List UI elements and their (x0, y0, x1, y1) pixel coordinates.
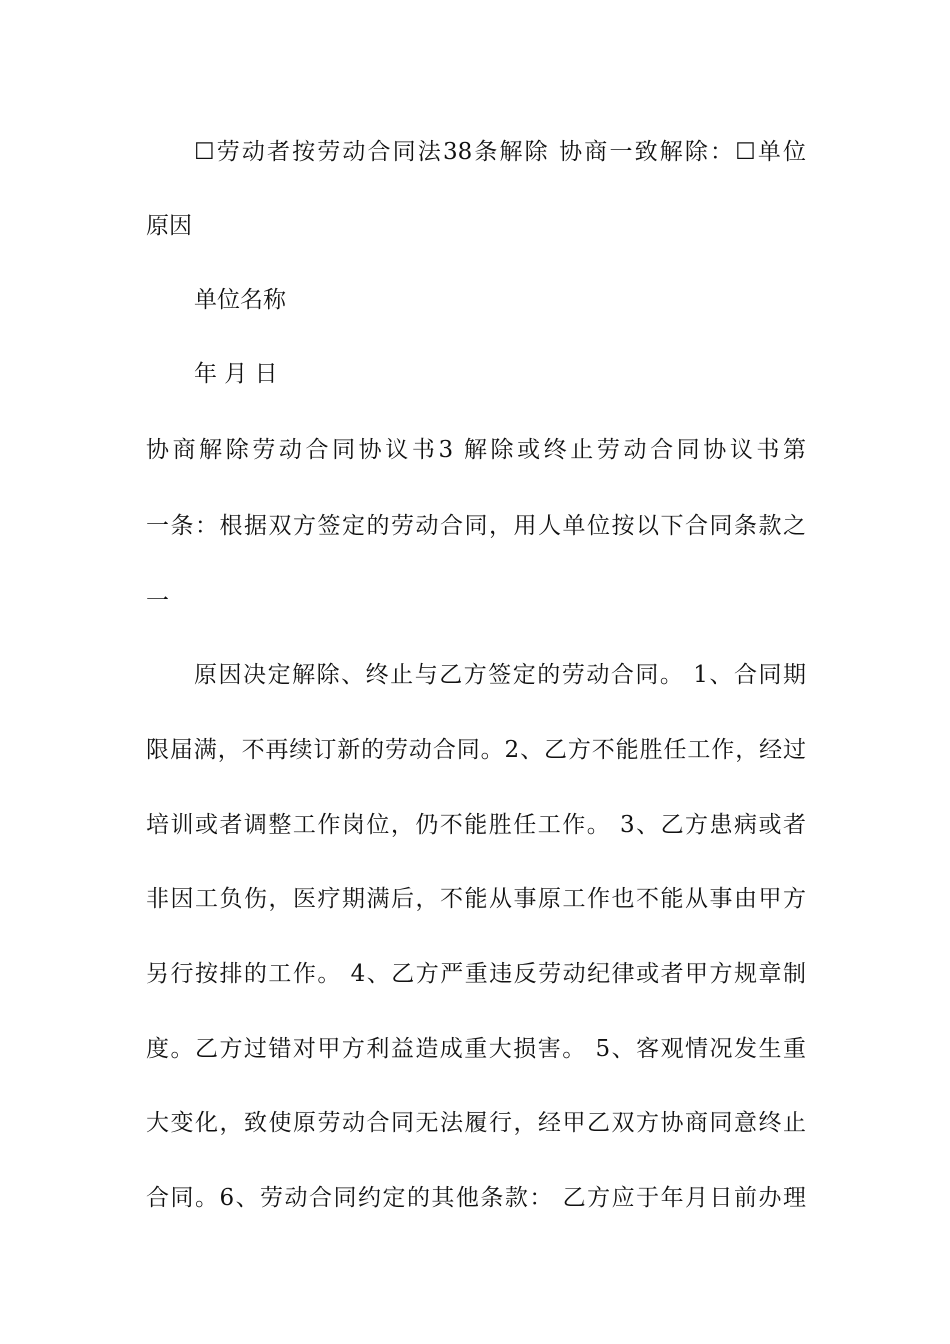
unit-name-line: 单位名称 (194, 287, 286, 313)
body-paragraph-line-6: 度。乙方过错对甲方利益造成重大损害。 5、客观情况发生重 (146, 1036, 806, 1062)
article-one-continuation: 一 (146, 588, 169, 614)
body-paragraph-line-3: 培训或者调整工作岗位，仍不能胜任工作。 3、乙方患病或者 (146, 812, 806, 838)
reason-line: 原因 (146, 213, 192, 239)
body-paragraph-line-1: 原因决定解除、终止与乙方签定的劳动合同。 1、合同期 (194, 662, 806, 688)
body-paragraph-line-7: 大变化，致使原劳动合同无法履行，经甲乙双方协商同意终止 (146, 1110, 806, 1136)
article-one-line: 一条：根据双方签定的劳动合同，用人单位按以下合同条款之 (146, 513, 806, 539)
body-paragraph-line-4: 非因工负伤，医疗期满后，不能从事原工作也不能从事由甲方 (146, 886, 806, 912)
body-paragraph-line-8: 合同。6、劳动合同约定的其他条款： 乙方应于年月日前办理 (146, 1185, 806, 1211)
date-line: 年 月 日 (194, 361, 278, 387)
body-paragraph-line-2: 限届满，不再续订新的劳动合同。2、乙方不能胜任工作，经过 (146, 737, 806, 763)
termination-options-line: ☐劳动者按劳动合同法38条解除 协商一致解除：☐单位 (194, 139, 806, 165)
body-paragraph-line-5: 另行按排的工作。 4、乙方严重违反劳动纪律或者甲方规章制 (146, 961, 806, 987)
agreement-title-line: 协商解除劳动合同协议书3 解除或终止劳动合同协议书第 (146, 437, 806, 463)
